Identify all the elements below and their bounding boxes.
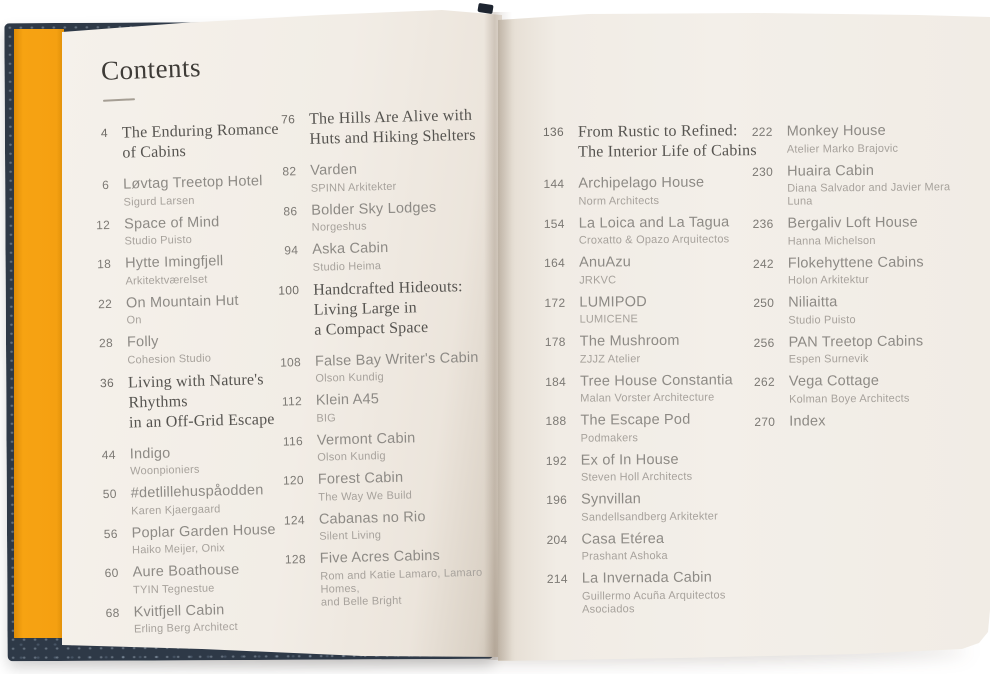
toc-entry-page-number: 256 <box>753 335 775 350</box>
toc-entry-title: Klein A45 <box>315 391 380 409</box>
toc-entry-studio: Haiko Meijer, Onix <box>131 542 226 557</box>
toc-entry-body <box>309 105 492 149</box>
toc-entry <box>542 370 772 406</box>
toc-entry-studio: The Way We Build <box>318 488 413 504</box>
toc-entry <box>281 506 502 545</box>
toc-entry-studio: LUMICENE <box>579 313 639 326</box>
toc-entry <box>543 528 773 564</box>
toc-entry-title: Varden <box>310 161 358 179</box>
toc-entry <box>93 481 294 519</box>
toc-entry-studio: Sigurd Larsen <box>123 194 195 209</box>
toc-entry-page-number: 136 <box>542 124 564 139</box>
spine-top-edge <box>477 3 493 14</box>
toc-entry-page-number: 18 <box>96 256 112 272</box>
toc-entry-page-number: 192 <box>545 453 567 468</box>
toc-entry-page-number: 82 <box>282 164 297 179</box>
toc-entry-page-number: 50 <box>102 486 117 502</box>
toc-entry-title: Casa Etérea <box>581 530 665 548</box>
toc-entry-page-number: 36 <box>99 375 115 390</box>
toc-entry-title: Hytte Imingfjell <box>124 253 224 272</box>
toc-entry-body <box>579 331 775 366</box>
toc-entry-body <box>311 197 494 235</box>
toc-entry-studio: TYIN Tegnestue <box>132 581 215 596</box>
toc-entry <box>94 560 295 598</box>
toc-entry-body <box>580 410 772 445</box>
toc-entry-title: Huaira Cabin <box>786 162 875 180</box>
toc-entry-studio: Steven Holl Architects <box>580 470 693 484</box>
toc-entry <box>274 236 495 275</box>
toc-entry-studio: Studio Puisto <box>788 313 856 327</box>
toc-entry-title: Indigo <box>129 445 171 462</box>
toc-entry-studio: Hanna Michelson <box>787 234 876 248</box>
toc-entry-title: Flokehyttene Cabins <box>787 253 924 272</box>
toc-entry-studio: Guillermo Acuña Arquitectos Asociados <box>581 588 726 616</box>
toc-entry-page-number: 120 <box>282 473 305 488</box>
toc-entry <box>89 330 290 368</box>
toc-entry-body <box>320 545 503 609</box>
toc-entry-page-number: 230 <box>752 164 774 179</box>
toc-entry <box>750 253 978 288</box>
toc-entry-page-number: 188 <box>545 413 567 428</box>
toc-entry-body <box>123 172 286 209</box>
toc-entry-page-number: 222 <box>751 124 773 139</box>
toc-entry-studio: Espen Surnevik <box>788 352 869 366</box>
toc-entry-body <box>317 427 500 465</box>
toc-entry <box>541 252 771 288</box>
toc-entry <box>543 449 773 485</box>
toc-entry-page-number: 204 <box>546 532 568 547</box>
toc-entry-title: Kvitfjell Cabin <box>133 601 225 620</box>
toc-column-1 <box>84 120 297 644</box>
toc-entry-body <box>310 157 493 195</box>
toc-entry-body <box>128 369 291 433</box>
toc-entry-studio: Croxatto & Opazo Arquitectos <box>578 233 730 247</box>
toc-entry-body <box>787 213 977 248</box>
toc-entry-title: False Bay Writer's Cabin <box>314 349 479 370</box>
toc-entry-title: Archipelago House <box>578 174 705 192</box>
toc-entry <box>749 121 977 156</box>
toc-entry <box>273 197 494 236</box>
toc-entry-studio: Studio Puisto <box>124 233 193 248</box>
toc-entry-body <box>124 211 287 248</box>
toc-entry-page-number: 236 <box>752 216 774 231</box>
toc-entry-page-number: 262 <box>753 374 775 389</box>
toc-entry-page-number: 100 <box>278 282 300 298</box>
toc-entry-title: Index <box>789 412 826 430</box>
toc-entry-title: Monkey House <box>786 122 886 140</box>
toc-section-entry <box>271 105 492 150</box>
toc-entry-studio: Olson Kundig <box>317 450 386 464</box>
toc-entry-studio: Norgeshus <box>311 220 367 234</box>
toc-entry-body <box>122 120 285 164</box>
toc-entry-body <box>578 213 774 248</box>
toc-entry-body <box>579 252 771 287</box>
toc-entry <box>541 291 771 327</box>
toc-entry-studio: Prashant Ashoka <box>581 549 668 563</box>
toc-entry-title: The Enduring Romance of Cabins <box>121 120 279 162</box>
toc-entry-body <box>127 330 290 367</box>
toc-entry-page-number: 4 <box>100 125 109 141</box>
toc-entry-studio: Erling Berg Architect <box>133 620 239 636</box>
toc-entry-title: La Invernada Cabin <box>581 569 713 587</box>
toc-entry-page-number: 68 <box>105 605 120 620</box>
toc-entry-title: The Hills Are Alive with Huts and Hiking Shelters <box>308 106 476 148</box>
toc-entry-title: AnuAzu <box>578 254 632 271</box>
toc-entry <box>280 466 501 505</box>
toc-entry-page-number: 154 <box>543 216 565 231</box>
toc-entry-page-number: 172 <box>544 295 566 310</box>
toc-entry-studio: Karen Kjaergaard <box>130 502 221 517</box>
toc-entry-body <box>126 290 289 327</box>
toc-entry-body <box>582 568 774 616</box>
toc-entry-body <box>312 236 495 274</box>
toc-entry-body <box>316 387 499 425</box>
toc-entry-page-number: 242 <box>752 256 774 271</box>
toc-entry <box>542 410 772 446</box>
toc-column-2 <box>271 105 503 616</box>
toc-entry <box>93 520 294 558</box>
toc-entry-page-number: 28 <box>98 335 114 351</box>
toc-entry-body <box>580 370 772 405</box>
toc-entry <box>540 173 770 209</box>
toc-entry-page-number: 6 <box>102 177 110 193</box>
toc-section-entry <box>275 276 496 341</box>
toc-entry-body <box>315 348 498 386</box>
toc-entry-title: La Loica and La Tagua <box>578 213 730 232</box>
toc-entry-studio: JRKVC <box>579 273 617 287</box>
toc-entry-title: Løvtag Treetop Hotel <box>122 173 263 193</box>
toc-entry-page-number: 94 <box>284 243 299 258</box>
toc-entry-body <box>578 173 770 208</box>
toc-entry <box>87 251 288 289</box>
toc-entry <box>279 427 500 466</box>
page-title: Contents <box>100 52 202 86</box>
toc-entry-title: The Escape Pod <box>580 411 691 429</box>
toc-entry <box>278 387 499 426</box>
toc-column-3 <box>540 121 774 622</box>
toc-entry <box>85 172 286 210</box>
toc-entry-studio: Sandellsandberg Arkitekter <box>581 509 718 524</box>
toc-entry-body <box>130 441 293 478</box>
toc-entry-studio: Malan Vorster Architecture <box>580 391 715 405</box>
toc-entry-body <box>578 121 770 163</box>
toc-entry-body <box>125 251 288 288</box>
toc-entry-studio: Olson Kundig <box>315 371 384 385</box>
toc-entry-page-number: 112 <box>281 394 303 409</box>
toc-entry-studio: SPINN Arkitekter <box>310 180 397 195</box>
toc-entry-title: Forest Cabin <box>317 469 404 488</box>
toc-entry-page-number: 108 <box>279 354 302 370</box>
toc-entry-title: PAN Treetop Cabins <box>788 332 924 351</box>
toc-entry-page-number: 22 <box>97 296 113 311</box>
toc-entry <box>750 332 978 367</box>
toc-entry-title: Handcrafted Hideouts: Living Large in a Compact Space <box>313 277 463 339</box>
toc-entry-title: Bolder Sky Lodges <box>311 199 437 219</box>
toc-entry-page-number: 76 <box>280 112 296 127</box>
toc-entry <box>282 545 503 610</box>
toc-entry-title: Five Acres Cabins <box>319 547 441 567</box>
toc-entry-studio: Atelier Marko Brajovic <box>786 142 899 156</box>
toc-entry-studio: ZJJZ Atelier <box>579 352 641 366</box>
toc-entry <box>88 290 289 328</box>
toc-entry-title: Living with Nature's Rhythms in an Off-Grid Escape <box>127 370 275 432</box>
toc-entry-page-number: 164 <box>544 255 566 270</box>
toc-entry-title: Space of Mind <box>123 213 220 233</box>
toc-entry-page-number: 12 <box>96 217 111 232</box>
toc-entry-body <box>788 292 978 327</box>
toc-entry-body <box>131 520 294 557</box>
toc-entry-title: From Rustic to Refined: The Interior Life of Cabins <box>577 122 757 161</box>
toc-entry-body <box>318 466 501 504</box>
toc-entry-body <box>787 121 977 156</box>
toc-entry-studio: Diana Salvador and Javier Mera Luna <box>787 181 951 208</box>
toc-entry-body <box>788 332 978 367</box>
toc-entry-body <box>787 161 977 209</box>
toc-entry <box>92 441 293 479</box>
toc-entry <box>272 157 493 196</box>
toc-entry <box>544 568 774 617</box>
toc-entry-page-number: 270 <box>754 414 776 429</box>
toc-entry-page-number: 128 <box>284 552 306 567</box>
toc-entry <box>751 411 979 432</box>
toc-entry-title: Vermont Cabin <box>316 429 416 449</box>
toc-entry-studio: Podmakers <box>580 431 639 445</box>
toc-entry-title: LUMIPOD <box>579 293 647 311</box>
toc-entry <box>86 211 287 249</box>
toc-entry-studio: Arkitektværelset <box>125 273 208 288</box>
toc-column-4 <box>749 121 980 438</box>
toc-entry-title: Folly <box>126 333 159 351</box>
toc-entry-title: Tree House Constantia <box>580 371 733 390</box>
toc-entry-page-number: 196 <box>546 492 568 507</box>
toc-entry-body <box>581 528 773 563</box>
toc-entry-page-number: 178 <box>544 334 566 349</box>
toc-entry-page-number: 144 <box>543 176 565 191</box>
toc-entry-body <box>132 560 295 597</box>
toc-entry <box>277 348 498 387</box>
toc-entry-title: Synvillan <box>581 491 642 508</box>
toc-entry-title: Aure Boathouse <box>132 561 240 581</box>
toc-entry-title: #detlillehuspåodden <box>130 482 264 502</box>
toc-entry-body <box>319 506 502 544</box>
toc-entry <box>541 213 774 249</box>
toc-entry-body <box>579 291 771 326</box>
toc-entry-title: Niliaitta <box>788 294 838 311</box>
toc-entry-studio: On <box>126 314 142 327</box>
toc-entry <box>543 489 773 525</box>
toc-entry-title: The Mushroom <box>579 332 680 350</box>
toc-entry <box>542 331 775 367</box>
toc-entry-body <box>789 371 979 406</box>
toc-entry-title: On Mountain Hut <box>125 292 239 312</box>
toc-entry-body <box>133 599 296 636</box>
toc-entry-page-number: 214 <box>546 571 568 586</box>
toc-section-entry <box>84 120 285 165</box>
toc-entry <box>749 161 977 209</box>
toc-entry-studio: Rom and Katie Lamaro, Lamaro Homes, and Belle Bright <box>320 566 483 609</box>
toc-entry-body <box>789 411 979 432</box>
toc-entry-title: Cabanas no Rio <box>318 508 426 528</box>
toc-entry-studio: Kolman Boye Architects <box>788 392 910 406</box>
toc-entry <box>750 292 978 327</box>
toc-entry-page-number: 60 <box>104 565 119 581</box>
toc-entry-studio: Silent Living <box>319 529 382 543</box>
toc-entry-studio: Studio Heima <box>312 259 382 274</box>
toc-entry-studio: Norm Architects <box>578 194 660 208</box>
toc-entry-page-number: 86 <box>283 203 298 218</box>
toc-entry-studio: Cohesion Studio <box>127 351 212 367</box>
toc-section-entry <box>90 369 291 434</box>
toc-entry-title: Ex of In House <box>580 451 679 469</box>
toc-entry-studio: Woonpioniers <box>130 463 200 478</box>
toc-entry-title: Bergaliv Loft House <box>787 214 918 232</box>
toc-entry-body <box>581 489 773 524</box>
toc-entry-page-number: 44 <box>101 447 116 462</box>
toc-entry-page-number: 250 <box>753 295 775 310</box>
toc-entry-title: Poplar Garden House <box>131 521 276 541</box>
toc-entry-body <box>581 449 773 484</box>
toc-entry <box>749 213 977 248</box>
toc-entry-body <box>788 253 978 288</box>
toc-entry-studio: Holon Arkitektur <box>787 273 869 287</box>
toc-entry-page-number: 124 <box>283 512 306 528</box>
toc-entry <box>95 599 296 637</box>
toc-entry-studio: BIG <box>316 411 337 425</box>
toc-entry-page-number: 184 <box>545 374 567 389</box>
toc-entry-page-number: 56 <box>103 526 118 541</box>
toc-entry-body <box>130 481 293 518</box>
toc-entry <box>751 371 979 406</box>
toc-entry-body <box>313 276 496 340</box>
toc-entry-title: Aska Cabin <box>312 239 389 258</box>
toc-entry-page-number: 116 <box>282 433 304 449</box>
orange-endpaper-stripe <box>14 29 64 638</box>
toc-entry-title: Vega Cottage <box>788 372 880 390</box>
toc-section-entry <box>540 121 770 163</box>
